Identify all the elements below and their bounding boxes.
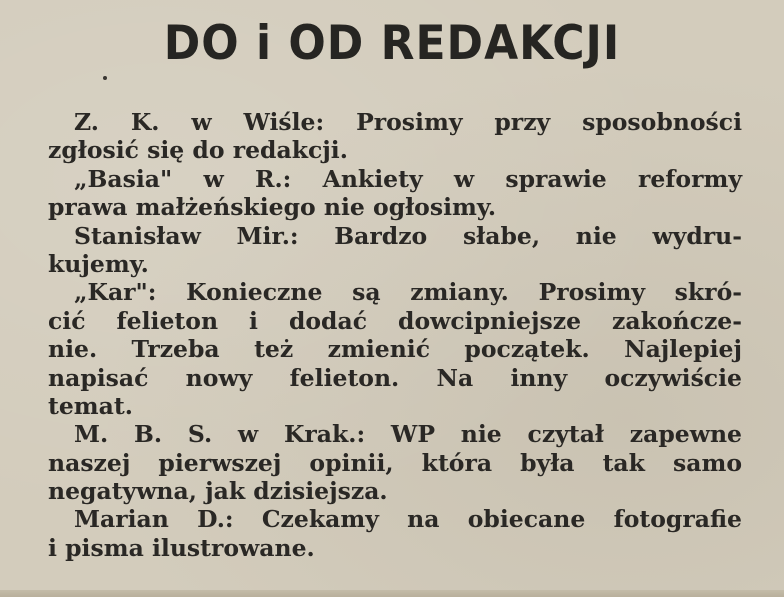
text-line: kujemy.	[48, 249, 149, 278]
text-line: cić felieton i dodać dowcipniejsze zakończe-	[48, 306, 742, 335]
text-line: Marian D.: Czekamy na obiecane fotografie	[74, 505, 742, 534]
text-line: i pisma ilustrowane.	[48, 533, 315, 562]
reply-entry	[48, 165, 742, 222]
text-line: nie. Trzeba też zmienić początek. Najlepiej	[48, 335, 742, 364]
reply-entry	[48, 505, 742, 562]
text-line: „Basia" w R.: Ankiety w sprawie reformy	[74, 164, 742, 193]
ink-speck	[103, 76, 107, 80]
text-line: naszej pierwszej opinii, która była tak samo	[48, 448, 742, 477]
text-line: M. B. S. w Krak.: WP nie czytał zapewne	[74, 420, 742, 449]
reply-entry	[48, 222, 742, 279]
text-line: „Kar": Konieczne są zmiany. Prosimy skró-	[74, 278, 742, 307]
text-line: zgłosić się do redakcji.	[48, 136, 348, 165]
text-line: prawa małżeńskiego nie ogłosimy.	[48, 193, 497, 222]
reply-entry	[48, 420, 742, 505]
text-line: napisać nowy felieton. Na inny oczywiście	[48, 363, 742, 392]
text-line: negatywna, jak dzisiejsza.	[48, 477, 388, 506]
reply-entry	[48, 278, 742, 420]
text-line: Z. K. w Wiśle: Prosimy przy sposobności	[74, 108, 742, 136]
text-line: temat.	[48, 391, 133, 420]
paper-edge	[0, 590, 784, 597]
text-line: Stanisław Mir.: Bardzo słabe, nie wydru-	[74, 221, 742, 250]
reply-entry	[48, 108, 742, 165]
column-heading: DO i OD REDAKCJI	[163, 15, 621, 72]
letters-column	[48, 108, 742, 562]
